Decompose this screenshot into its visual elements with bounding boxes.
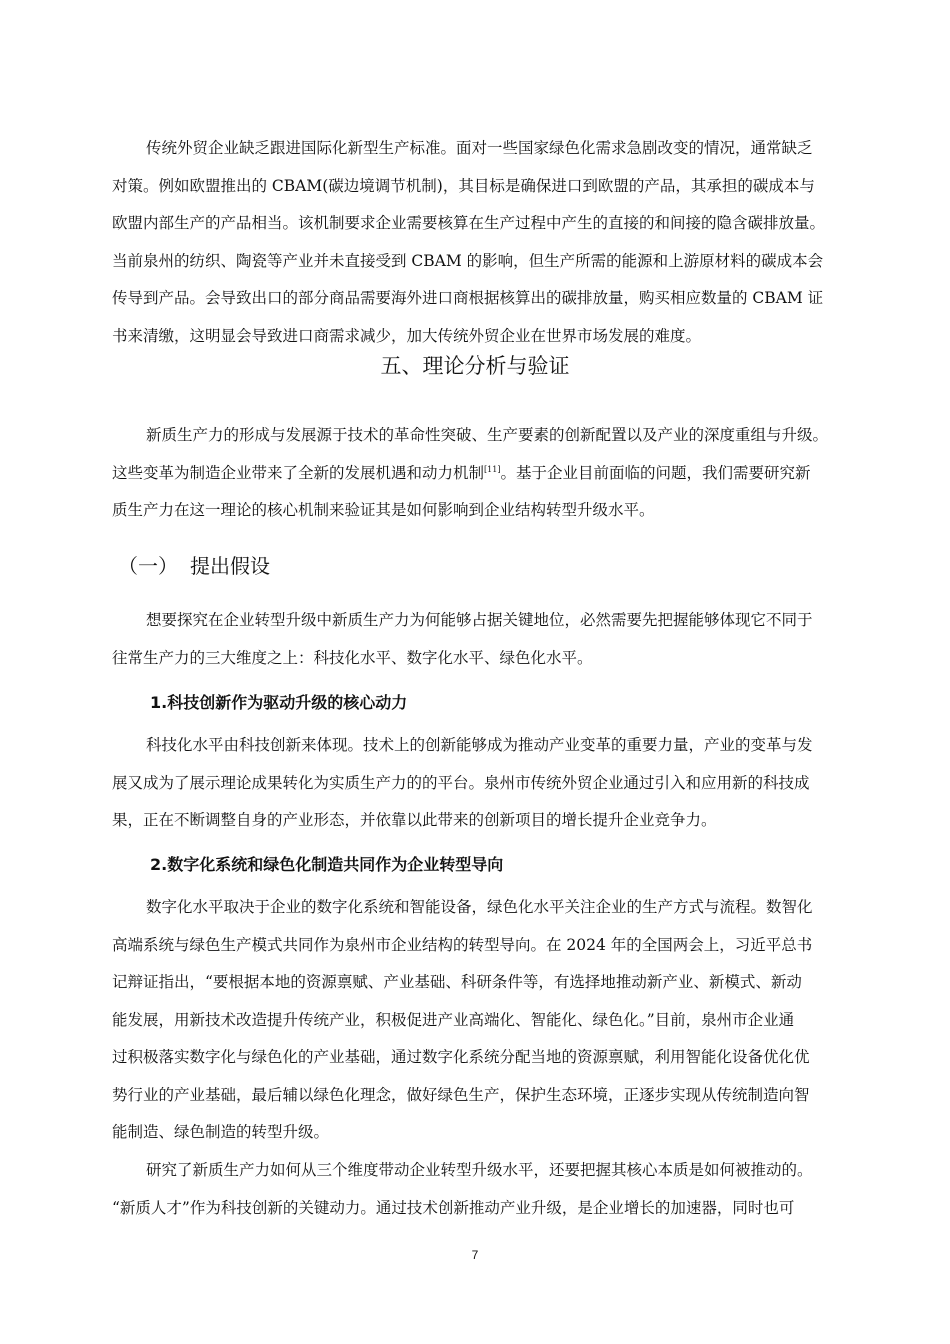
paragraph-cbam [112, 130, 862, 355]
text-line [112, 455, 862, 493]
text-line: 对策。例如欧盟推出的 CBAM(碳边境调节机制)，其目标是确保进口到欧盟的产品，其承担的碳成本与 [112, 176, 815, 195]
heading-tech-innovation: 1.科技创新作为驱动升级的核心动力 [150, 693, 408, 712]
text-line: 展又成为了展示理论成果转化为实质生产力的的平台。泉州市传统外贸企业通过引入和应用新的科技成 [112, 773, 810, 792]
text-line: 能发展，用新技术改造提升传统产业，积极促进产业高端化、智能化、绿色化。”目前，泉州市企业通 [112, 1010, 795, 1029]
text-line: 高端系统与绿色生产模式共同作为泉州市企业结构的转型导向。在 2024 年的全国两会上，习近平总书 [112, 935, 813, 954]
text-line: 当前泉州的纺织、陶瓷等产业并未直接受到 CBAM 的影响，但生产所需的能源和上游原材料的碳成本会 [112, 251, 824, 270]
subsection-title: 提出假设 [190, 554, 270, 578]
paragraph-hypothesis [112, 602, 862, 677]
text-line: 书来清缴，这明显会导致进口商需求减少，加大传统外贸企业在世界市场发展的难度。 [112, 326, 702, 345]
subsection-number: （一） [118, 554, 178, 578]
paragraph-tech [112, 727, 862, 840]
text-segment: 这些变革为制造企业带来了全新的发展机遇和动力机制 [112, 463, 485, 482]
paragraph-digital [112, 889, 862, 1152]
text-line: 果，正在不断调整自身的产业形态，并依靠以此带来的创新项目的增长提升企业竞争力。 [112, 811, 717, 829]
text-line: 想要探究在企业转型升级中新质生产力为何能够占据关键地位，必然需要先把握能够体现它不同于 [146, 611, 813, 629]
text-line: 欧盟内部生产的产品相当。该机制要求企业需要核算在生产过程中产生的直接的和间接的隐含碳排放量。 [112, 214, 826, 232]
text-segment: 。基于企业目前面临的问题，我们需要研究新 [500, 463, 811, 482]
text-line: “新质人才”作为科技创新的关键动力。通过技术创新推动产业升级，是企业增长的加速器，同时也可 [112, 1198, 795, 1217]
section-heading: 五、理论分析与验证 [380, 354, 570, 378]
text-line: 势行业的产业基础，最后辅以绿色化理念，做好绿色生产，保护生态环境，正逐步实现从传统制造向智 [112, 1085, 810, 1104]
text-line: 过积极落实数字化与绿色化的产业基础，通过数字化系统分配当地的资源禀赋，利用智能化设备优化优 [112, 1048, 810, 1066]
text-line: 新质生产力的形成与发展源于技术的革命性突破、生产要素的创新配置以及产业的深度重组与升级。 [146, 426, 829, 444]
heading-digital-green: 2.数字化系统和绿色化制造共同作为企业转型导向 [150, 855, 504, 874]
text-line: 数字化水平取决于企业的数字化系统和智能设备，绿色化水平关注企业的生产方式与流程。数智化 [146, 898, 813, 916]
paragraph-theory [112, 417, 862, 530]
text-line: 质生产力在这一理论的核心机制来验证其是如何影响到企业结构转型升级水平。 [112, 501, 655, 519]
subsection-heading [118, 550, 270, 579]
citation: [11] [484, 464, 501, 474]
text-line: 科技化水平由科技创新来体现。技术上的创新能够成为推动产业变革的重要力量，产业的变革与发 [146, 736, 813, 754]
page-number: 7 [471, 1248, 479, 1262]
text-line: 能制造、绿色制造的转型升级。 [112, 1123, 330, 1141]
text-line: 传导到产品。会导致出口的部分商品需要海外进口商根据核算出的碳排放量，购买相应数量的 CBAM 证 [112, 289, 824, 307]
text-line: 研究了新质生产力如何从三个维度带动企业转型升级水平，还要把握其核心本质是如何被推动的。 [146, 1161, 813, 1179]
text-line: 记辩证指出，“要根据本地的资源禀赋、产业基础、科研条件等，有选择地推动新产业、新模式、新动 [112, 973, 802, 991]
paragraph-talent [112, 1152, 862, 1227]
text-line: 往常生产力的三大维度之上：科技化水平、数字化水平、绿色化水平。 [112, 648, 593, 667]
text-line: 传统外贸企业缺乏跟进国际化新型生产标准。面对一些国家绿色化需求急剧改变的情况，通常缺乏 [146, 139, 813, 157]
